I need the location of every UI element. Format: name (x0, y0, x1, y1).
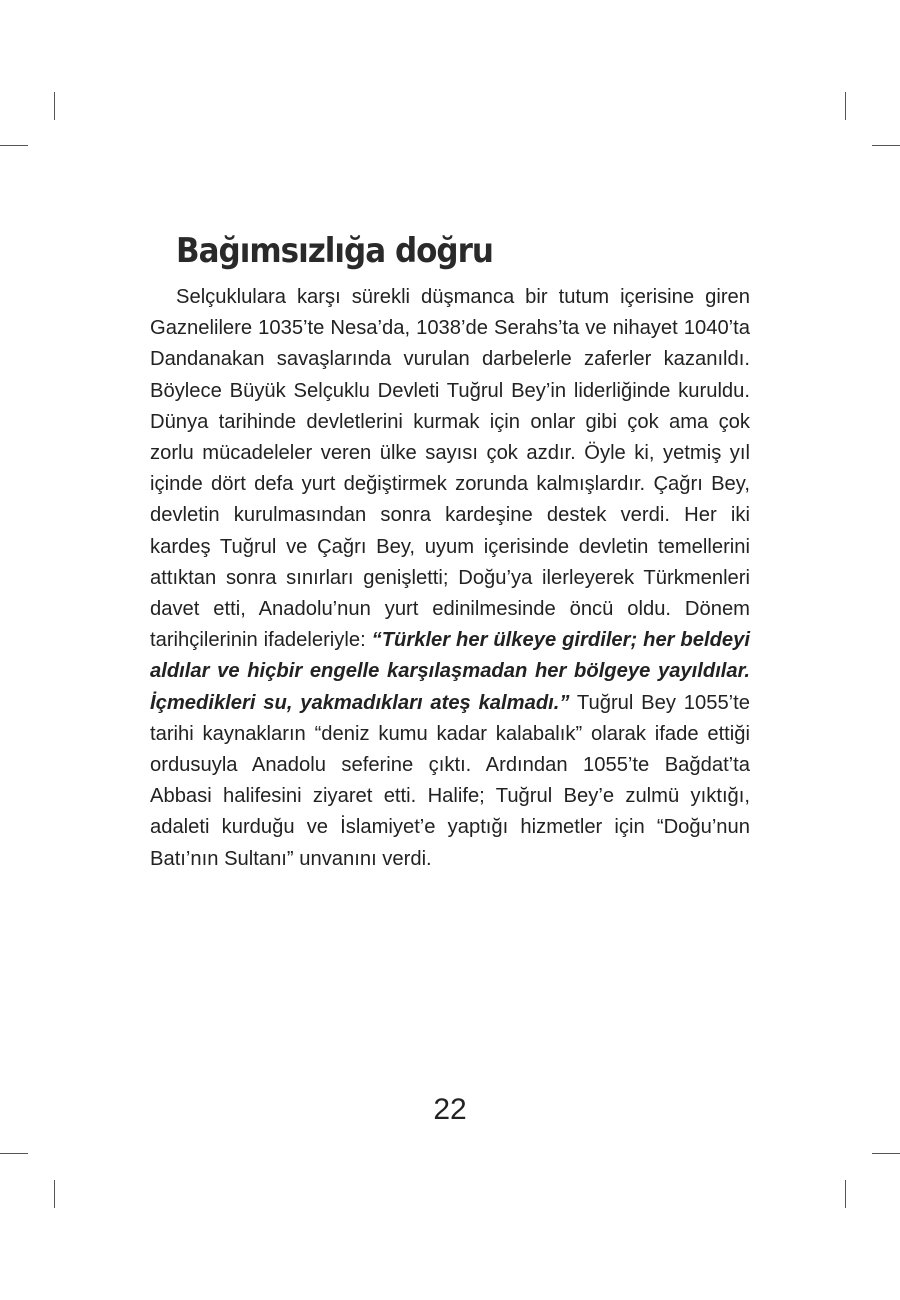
crop-mark-top-left-vertical (54, 92, 55, 120)
page-number: 22 (433, 1093, 467, 1126)
historian-quote: “Türkler her ülkeye girdiler; her beldeyi aldılar ve hiçbir engelle karşılaşmadan her bölgeye yayıldılar. İçmedikleri su, yakmadıkları ateş kalmadı.” (150, 629, 750, 714)
page-content (150, 226, 750, 875)
body-paragraph (150, 282, 750, 875)
crop-mark-bottom-left-vertical (54, 1180, 55, 1208)
crop-mark-bottom-left-horizontal (0, 1153, 28, 1154)
crop-mark-top-right-vertical (845, 92, 846, 120)
crop-mark-top-right-horizontal (872, 145, 900, 146)
paragraph-text-part-2: Tuğrul Bey 1055’te tarihi kaynakların “deniz kumu kadar kalabalık” olarak ifade ettiği ordusuyla Anadolu seferine çıktı. Ardından 1055’te Bağdat’ta Abbasi halifesini ziyaret etti. Halife; Tuğrul Bey’e zulmü yıktığı, adaleti kurduğu ve İslamiyet’e yaptığı hizmetler için “Doğu’nun Batı’nın Sultanı” unvanını verdi. (150, 691, 750, 870)
crop-mark-top-left-horizontal (0, 145, 28, 146)
crop-mark-bottom-right-vertical (845, 1180, 846, 1208)
paragraph-text-part-1: Selçuklulara karşı sürekli düşmanca bir tutum içerisine giren Gaznelilere 1035’te Nesa’da, 1038’de Serahs’ta ve nihayet 1040’ta Dandanakan savaşlarında vurulan darbelerle zaferler kazanıldı. Böylece Büyük Selçuklu Devleti Tuğrul Bey’in liderliğinde kuruldu. Dünya tarihinde devletlerini kurmak için onlar gibi çok ama çok zorlu mücadeleler veren ülke sayısı çok azdır. Öyle ki, yetmiş yıl içinde dört defa yurt değiştirmek zorunda kalmışlardır. Çağrı Bey, devletin kurulmasından sonra kardeşine destek verdi. Her iki kardeş Tuğrul ve Çağrı Bey, uyum içerisinde devletin temellerini attıktan sonra sınırları genişletti; Doğu’ya ilerleyerek Türkmenleri davet etti, Anadolu’nun yurt edinilmesinde öncü oldu. Dönem tarihçilerinin ifadeleriyle: (150, 286, 750, 652)
crop-mark-bottom-right-horizontal (872, 1153, 900, 1154)
section-heading: Bağımsızlığa doğru (176, 231, 493, 271)
